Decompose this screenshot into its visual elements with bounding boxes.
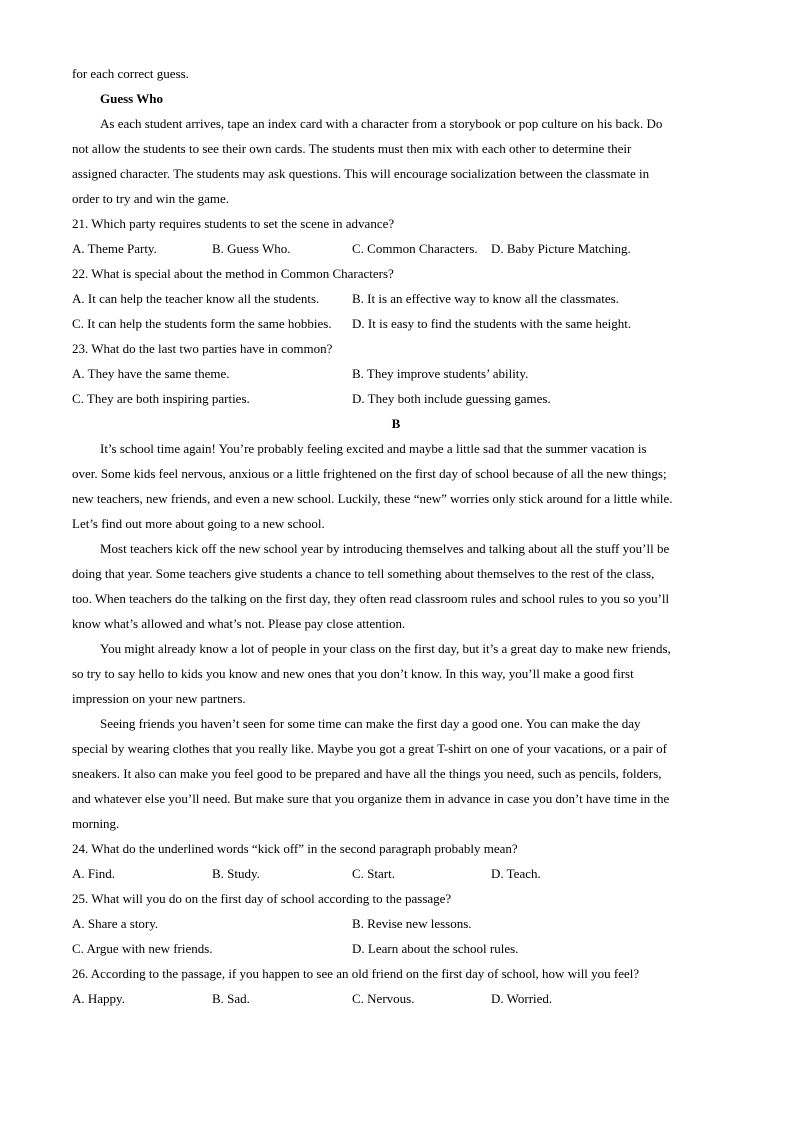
question-26-options xyxy=(72,986,720,1011)
question-23-options-row1 xyxy=(72,361,720,386)
paragraph-line: Seeing friends you haven’t seen for some time can make the first day a good one. You can make the day xyxy=(100,716,641,731)
option-a: A. It can help the teacher know all the students. xyxy=(72,291,320,306)
paragraph-line: over. Some kids feel nervous, anxious or a little frightened on the first day of school because of all the new things; xyxy=(72,466,667,481)
option-d: D. Worried. xyxy=(491,991,553,1006)
question-22-stem: 22. What is special about the method in Common Characters? xyxy=(72,266,394,281)
question-21-stem: 21. Which party requires students to set the scene in advance? xyxy=(72,216,395,231)
guess-who-line: not allow the students to see their own cards. The students must then mix with each other to determine their xyxy=(72,141,632,156)
paragraph-line: so try to say hello to kids you know and new ones that you don’t know. In this way, you’ll make a good first xyxy=(72,666,634,681)
option-c: C. They are both inspiring parties. xyxy=(72,391,250,406)
option-a: A. They have the same theme. xyxy=(72,366,230,381)
question-22-options-row1 xyxy=(72,286,720,311)
paragraph-line: special by wearing clothes that you really like. Maybe you got a great T-shirt on one of your vacations, or a pair of xyxy=(72,741,667,756)
option-b: B. Study. xyxy=(212,866,260,881)
option-b: B. Guess Who. xyxy=(212,241,291,256)
option-b: B. They improve students’ ability. xyxy=(352,366,529,381)
option-d: D. They both include guessing games. xyxy=(352,391,551,406)
paragraph-line: Let’s find out more about going to a new school. xyxy=(72,516,325,531)
option-a: A. Share a story. xyxy=(72,916,159,931)
paragraph-line: doing that year. Some teachers give students a chance to tell something about themselves to the rest of the class, xyxy=(72,566,655,581)
question-22-options-row2 xyxy=(72,311,720,336)
paragraph-line: new teachers, new friends, and even a new school. Luckily, these “new” worries only stick around for a little while. xyxy=(72,491,673,506)
option-c: C. Start. xyxy=(352,866,395,881)
option-a: A. Find. xyxy=(72,866,115,881)
question-25-options-row1 xyxy=(72,911,720,936)
section-b-heading: B xyxy=(391,416,401,431)
guess-who-line: order to try and win the game. xyxy=(72,191,230,206)
question-26-stem: 26. According to the passage, if you happen to see an old friend on the first day of school, how will you feel? xyxy=(72,966,640,981)
question-24-stem: 24. What do the underlined words “kick off” in the second paragraph probably mean? xyxy=(72,841,518,856)
paragraph-line: sneakers. It also can make you feel good to be prepared and have all the things you need, such as pencils, folders, xyxy=(72,766,662,781)
page-content xyxy=(72,61,720,1011)
option-d: D. Baby Picture Matching. xyxy=(491,241,631,256)
guess-who-heading: Guess Who xyxy=(100,91,163,106)
paragraph-line: morning. xyxy=(72,816,120,831)
guess-who-line: As each student arrives, tape an index card with a character from a storybook or pop culture on his back. Do xyxy=(100,116,663,131)
option-b: B. Revise new lessons. xyxy=(352,916,472,931)
option-b: B. Sad. xyxy=(212,991,250,1006)
option-b: B. It is an effective way to know all the classmates. xyxy=(352,291,619,306)
paragraph-line: It’s school time again! You’re probably feeling excited and maybe a little sad that the summer vacation is xyxy=(100,441,647,456)
option-d: D. Learn about the school rules. xyxy=(352,941,519,956)
option-c: C. It can help the students form the same hobbies. xyxy=(72,316,332,331)
option-a: A. Happy. xyxy=(72,991,125,1006)
paragraph-line: impression on your new partners. xyxy=(72,691,246,706)
continued-text: for each correct guess. xyxy=(72,66,189,81)
option-c: C. Nervous. xyxy=(352,991,415,1006)
guess-who-line: assigned character. The students may ask questions. This will encourage socialization between the classmate in xyxy=(72,166,650,181)
option-a: A. Theme Party. xyxy=(72,241,157,256)
paragraph-line: too. When teachers do the talking on the first day, they often read classroom rules and school rules to you so you’ll xyxy=(72,591,670,606)
question-25-options-row2 xyxy=(72,936,720,961)
paragraph-line: You might already know a lot of people in your class on the first day, but it’s a great day to make new friends, xyxy=(100,641,671,656)
option-d: D. It is easy to find the students with the same height. xyxy=(352,316,632,331)
option-d: D. Teach. xyxy=(491,866,541,881)
question-21-options xyxy=(72,236,720,261)
option-c: C. Common Characters. xyxy=(352,241,478,256)
paragraph-line: and whatever else you’ll need. But make sure that you organize them in advance in case you don’t have time in the xyxy=(72,791,670,806)
question-23-options-row2 xyxy=(72,386,720,411)
option-c: C. Argue with new friends. xyxy=(72,941,213,956)
paragraph-line: Most teachers kick off the new school year by introducing themselves and talking about all the stuff you’ll be xyxy=(100,541,670,556)
paragraph-line: know what’s allowed and what’s not. Please pay close attention. xyxy=(72,616,406,631)
question-24-options xyxy=(72,861,720,886)
question-25-stem: 25. What will you do on the first day of school according to the passage? xyxy=(72,891,452,906)
question-23-stem: 23. What do the last two parties have in common? xyxy=(72,341,333,356)
